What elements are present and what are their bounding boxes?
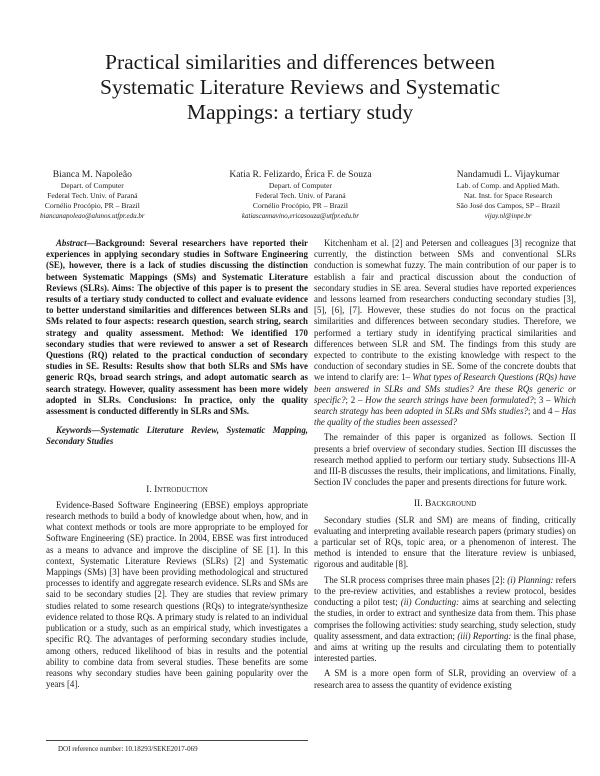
right-column <box>314 238 576 691</box>
author-name: Bianca M. Napoleão <box>52 169 132 180</box>
doi-footnote <box>46 740 308 754</box>
author-city: Cornélio Procópio, PR – Brazil <box>252 201 349 210</box>
keywords <box>46 425 308 447</box>
question-4: Has the quality of the studies been assessed? <box>314 406 577 428</box>
author-2 <box>229 168 371 224</box>
background-paragraph-2: The SLR process comprises three main phases [2]: (i) Planning: refers to the pre-review activities, and establishes a review protocol, besides conducting a pilot test; (ii) Conducting: aims at searching and selecting the studies, in order to extract and synthesize data from them. This phase comprises the following activities: study searching, study selection, study quality assessment, and data extraction; (iii) Reporting: is the final phase, and aims at writing up the results and circulating them to potentially interested parties. <box>314 574 576 664</box>
section-heading-background: II. Background <box>413 498 477 510</box>
abstract-label: Abstract <box>56 238 87 248</box>
author-email: katiascannavino,ericasouza@utfpr.edu.br <box>241 212 359 220</box>
author-email: vijay.nl@inpe.br <box>484 212 532 220</box>
abstract-text: Background: Several researchers have reported their experiences in applying secondary studies in Software Engineering (SE), however, there is a lack of studies discussing the distinction between Systematic Mappings (SMs) and Systematic Literature Reviews (SLRs). Aims: The objective of this paper is to present the results of a tertiary study conducted to collect and evaluate evidence to better understand similarities and differences between SLRs and SMs related to four aspects: research question, search string, search strategy and quality assessment. Method: We identified 170 secondary studies that were reviewed to answer a set of Research Questions (RQ) related to the practical conduction of secondary studies in SE. Results: Results show that both SLRs and SMs have generic RQs, broad search strings, and adopt automatic search as search strategy. However, quality assessment has been more widely adopted in SLRs. Conclusions: In practice, only the quality assessment is conducted differently in SLRs and SMs. <box>46 238 308 417</box>
question-3: Which search strategy has been adopted in SLRs and SMs studies? <box>314 394 576 417</box>
author-3 <box>456 168 560 224</box>
author-dept: Depart. of Computer <box>268 181 332 190</box>
author-block <box>40 168 560 224</box>
author-institution: Federal Tech. Univ. of Paraná <box>47 191 138 200</box>
author-email: biancanapoleao@alunos.utfpr.edu.br <box>40 212 145 220</box>
author-city: Cornélio Procópio, PR – Brazil <box>44 201 140 210</box>
intro-paragraph-2: Kitchenham et al. [2] and Petersen and colleagues [3] recognize that currently, the distinction between SMs and conventional SLRs conduction is somewhat fuzzy. The main contribution of our paper is to establish a fair and practical discussion about the conduction of secondary studies in SE area. Several studies have reported experiences and lessons learned from researchers conducting secondary studies [3], [5], [6], [7]. However, these studies do not focus on the practical similarities and differences between secondary studies. Therefore, we performed a tertiary study in identifying practical similarities and differences between SLR and SM. The findings from this study are expected to contribute to the existing knowledge with respect to the conduction of secondary studies in SE. Some of the concrete doubts that we intend to clarify are: 1– What types of Research Questions (RQs) have been answered in SLRs and SMs studies? Are these RQs generic or specific?; 2 – How the search strings have been formulated?; 3 – Which search strategy has been adopted in SLRs and SMs studies?; and 4 – Has the quality of the studies been assessed? <box>314 238 577 428</box>
abstract-separator: — <box>86 238 96 248</box>
author-name: Nandamudi L. Vijaykumar <box>456 169 560 180</box>
keywords-separator: — <box>91 425 101 436</box>
keywords-text: Systematic Literature Review, Systematic Mapping, Secondary Studies <box>46 425 308 447</box>
author-1 <box>40 168 145 224</box>
intro-paragraph-3: The remainder of this paper is organized as follows. Section II presents a brief overview of secondary studies. Section III discusses the research method applied to perform our tertiary study. Subsections III-A and III-B discusses the results, their implications, and limitations. Finally, Section IV concludes the paper and presents directions for future work. <box>314 432 576 488</box>
author-institution: Federal Tech. Univ. of Paraná <box>255 191 346 200</box>
background-paragraph-1: Secondary studies (SLR and SM) are means of finding, critically evaluating and interpreting available research papers (primary studies) on a particular set of RQs, topic area, or a phenomenon of interest. The method is intended to ensure that the literature review is unbiased, rigorous and auditable [8]. <box>314 514 576 570</box>
author-dept: Depart. of Computer <box>60 181 124 190</box>
background-paragraph-3: A SM is a more open form of SLR, providing an overview of a research area to assess the quantity of evidence existing <box>314 668 576 690</box>
left-column <box>46 238 308 690</box>
author-name: Katia R. Felizardo, Érica F. de Souza <box>229 169 372 180</box>
doi-label: DOI reference number: <box>58 745 124 753</box>
paper-title: Practical similarities and differences between Systematic Literature Reviews and Systematic Mappings: a tertiary study <box>99 50 501 124</box>
question-1: What types of Research Questions (RQs) have been answered in SLRs and SMs studies? Are these RQs generic or specific? <box>314 372 576 405</box>
author-dept: Lab. of Comp. and Applied Math. <box>456 181 560 190</box>
abstract <box>46 238 308 417</box>
doi-value: 10.18293/SEKE2017-069 <box>125 745 198 753</box>
keywords-label: Keywords <box>56 425 92 436</box>
author-institution: Nat. Inst. for Space Research <box>463 191 553 200</box>
question-2: How the search strings have been formulated? <box>365 394 534 405</box>
intro-paragraph-1: Evidence-Based Software Engineering (EBSE) employs appropriate research methods to build a body of knowledge about when, how, and in what context methods or tools are more appropriate to be employed for Software Engineering (SE) practice. In 2004, EBSE was first introduced as a means to advance and improve the discipline of SE [1]. In this context, Systematic Literature Reviews (SLRs) [2] and Systematic Mappings (SMs) [3] have been providing methodological and structured processes to identify and aggregate research evidence. SLRs and SMs are said to be secondary studies [2]. They are studies that review primary studies related to some research questions (RQs) to integrate/synthesize evidence related to those RQs. A primary study is related to an individual publication or a study, such as an empirical study, which investigates a specific RQ. The advantages of performing secondary studies include, among others, reduced likelihood of bias in results and the potential ability to combine data from several studies. These benefits are some reasons why secondary studies have been gaining popularity over the years [4]. <box>46 499 308 690</box>
section-heading-introduction: I. Introduction <box>146 483 208 495</box>
author-city: São José dos Campos, SP – Brazil <box>456 201 560 210</box>
